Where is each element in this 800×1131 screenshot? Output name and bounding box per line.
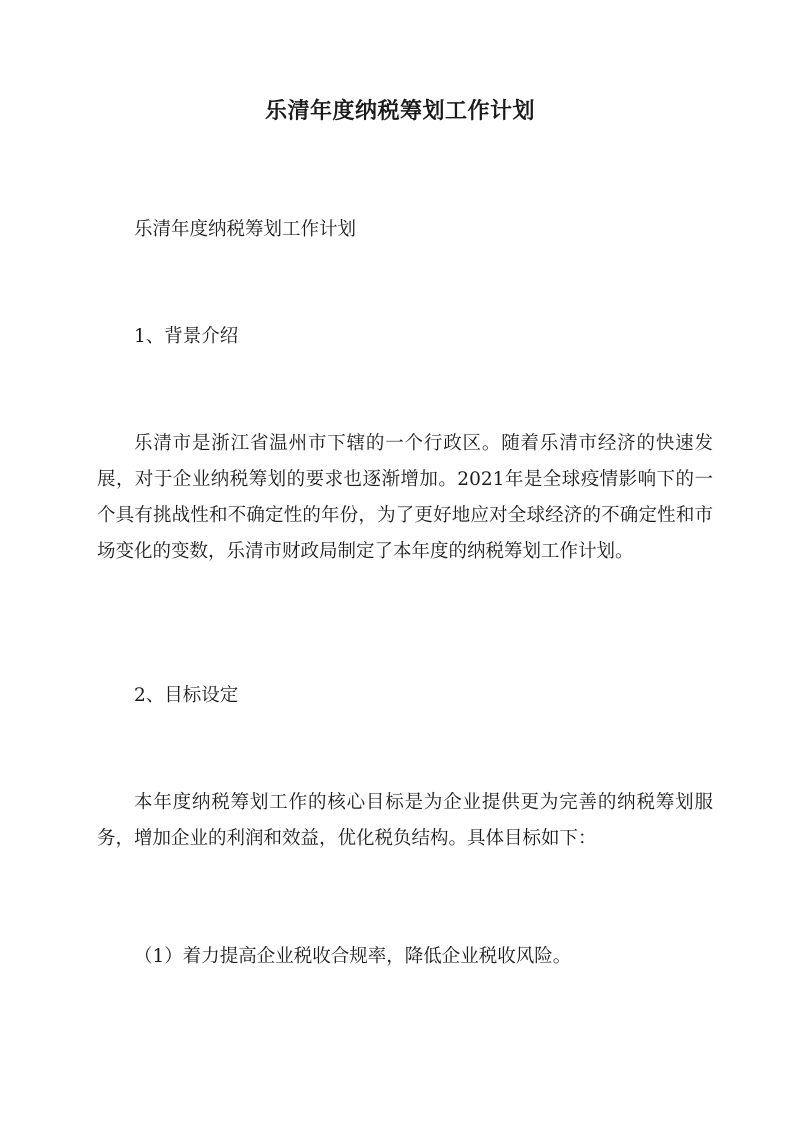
section-heading-goals: 2、目标设定 xyxy=(134,685,239,706)
document-subtitle: 乐清年度纳税筹划工作计划 xyxy=(134,219,357,240)
section-paragraph-goals: 本年度纳税筹划工作的核心目标是为企业提供更为完善的纳税筹划服务，增加企业的利润和效益，优化税负结构。具体目标如下： xyxy=(97,792,713,849)
section-paragraph-background: 乐清市是浙江省温州市下辖的一个行政区。随着乐清市经济的快速发展，对于企业纳税筹划的要求也逐渐增加。2021年是全球疫情影响下的一个具有挑战性和不确定性的年份，为了更好地应对全球经济的不确定性和市场变化的变数，乐清市财政局制定了本年度的纳税筹划工作计划。 xyxy=(97,433,713,562)
goal-list-item: （1）着力提高企业税收合规率，降低企业税收风险。 xyxy=(134,946,572,967)
document-title: 乐清年度纳税筹划工作计划 xyxy=(264,98,535,124)
section-heading-background: 1、背景介绍 xyxy=(134,326,239,347)
